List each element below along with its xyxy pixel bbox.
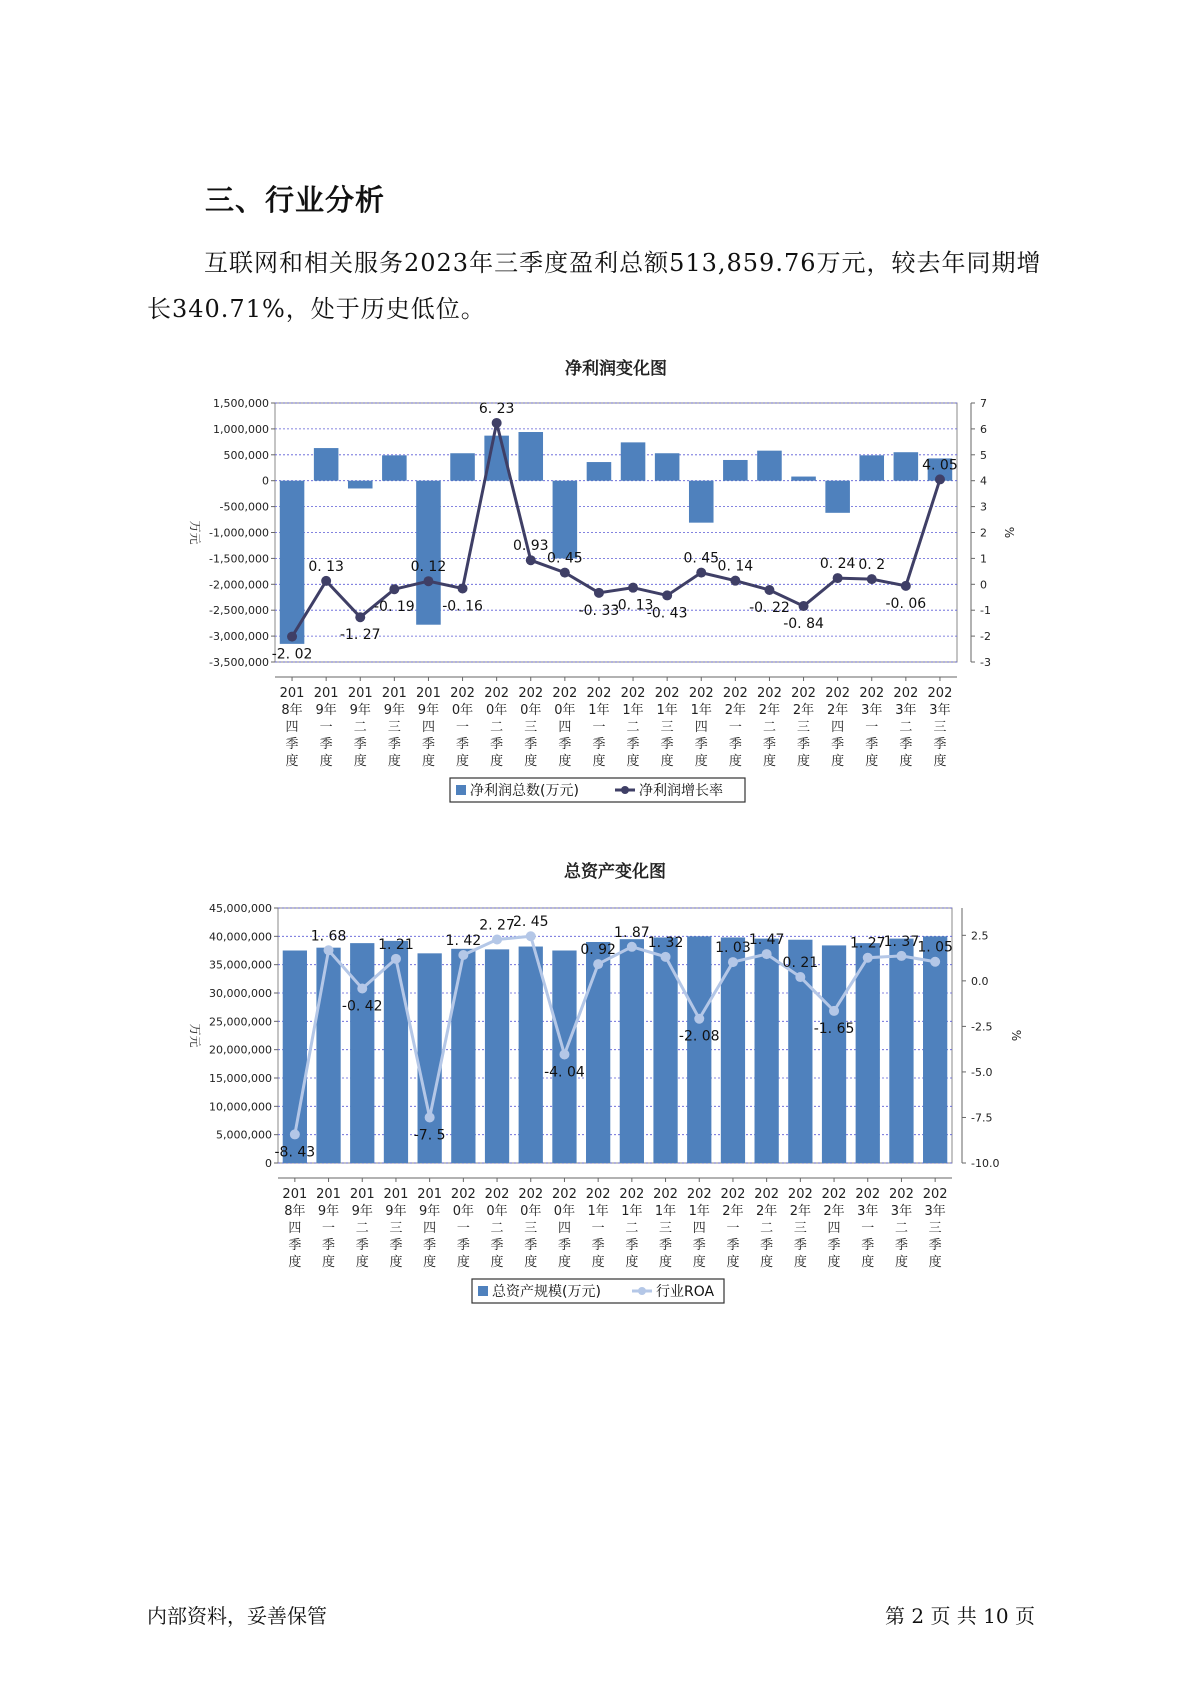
assets-category-label: 202 1年一季度	[585, 1187, 611, 1270]
assets-point	[458, 950, 468, 960]
netprofit-data-label: -0. 84	[783, 616, 824, 633]
netprofit-point	[833, 573, 843, 583]
netprofit-category-label: 202 1年四季度	[688, 686, 714, 769]
assets-point	[896, 951, 906, 961]
assets-point	[425, 1112, 435, 1122]
netprofit-point	[901, 581, 911, 591]
footer-confidential: 内部资料，妥善保管	[147, 1604, 327, 1628]
assets-data-label: -8. 43	[274, 1144, 316, 1161]
assets-category-label: 202 0年四季度	[552, 1187, 577, 1270]
assets-legend-bar-label: 总资产规模(万元)	[492, 1284, 601, 1300]
netprofit-bar	[450, 453, 475, 480]
netprofit-y2tick-label: -1	[980, 604, 991, 618]
netprofit-point	[526, 555, 536, 565]
netprofit-bar	[723, 460, 748, 481]
assets-ytick-label: 40,000,000	[209, 930, 272, 944]
assets-point	[829, 1006, 839, 1016]
assets-bar	[755, 939, 779, 1163]
assets-point	[593, 959, 603, 969]
assets-y2tick-label: 0.0	[971, 974, 989, 988]
netprofit-ytick-label: 1,500,000	[213, 397, 269, 410]
assets-data-label: 1. 68	[310, 928, 347, 945]
assets-data-label: 1. 21	[378, 936, 414, 953]
assets-bar	[485, 949, 509, 1163]
netprofit-point	[935, 474, 945, 484]
assets-bar	[451, 949, 475, 1163]
assets-category-label: 202 3年二季度	[889, 1187, 914, 1270]
netprofit-data-label: -0. 22	[749, 599, 790, 616]
netprofit-ytick-label: -2,000,000	[209, 578, 269, 592]
netprofit-legend-line-marker	[621, 786, 629, 794]
assets-category-label: 201 8年四季度	[282, 1187, 308, 1270]
netprofit-category-label: 202 0年四季度	[552, 686, 578, 769]
netprofit-point	[321, 576, 331, 586]
netprofit-data-label: -0. 13	[612, 597, 654, 614]
netprofit-category-label: 201 9年四季度	[416, 686, 441, 769]
assets-data-label: 2. 45	[512, 914, 549, 931]
netprofit-legend-bar-label: 净利润总数(万元)	[470, 783, 579, 799]
netprofit-data-label: 0. 12	[410, 559, 447, 576]
netprofit-data-label: -2. 02	[271, 646, 313, 663]
netprofit-legend-line-label: 净利润增长率	[639, 783, 723, 799]
assets-legend-line-label: 行业ROA	[656, 1284, 715, 1300]
netprofit-point	[696, 568, 706, 578]
netprofit-point	[730, 576, 740, 586]
netprofit-ytick-label: -3,000,000	[209, 630, 269, 644]
assets-category-label: 201 9年一季度	[316, 1187, 341, 1270]
netprofit-y2tick-label: 5	[980, 448, 987, 462]
netprofit-point	[287, 632, 297, 642]
assets-category-label: 201 9年三季度	[383, 1187, 409, 1270]
netprofit-point	[560, 568, 570, 578]
assets-bar	[620, 939, 644, 1163]
netprofit-data-label: 6. 23	[478, 400, 515, 417]
netprofit-category-label: 202 0年一季度	[450, 686, 475, 769]
assets-y2tick-label: -7.5	[971, 1111, 993, 1125]
netprofit-point	[458, 583, 468, 593]
assets-point	[863, 953, 873, 963]
netprofit-point	[492, 418, 502, 428]
assets-category-label: 202 3年一季度	[855, 1187, 881, 1270]
assets-data-label: 0. 92	[580, 942, 616, 959]
netprofit-ytick-label: -2,500,000	[209, 604, 269, 618]
assets-point	[795, 972, 805, 982]
assets-category-label: 201 9年二季度	[349, 1187, 375, 1270]
assets-data-label: 1. 87	[614, 924, 650, 941]
netprofit-category-label: 202 0年二季度	[484, 686, 510, 769]
assets-category-label: 202 2年四季度	[821, 1187, 847, 1270]
assets-data-label: -2. 08	[678, 1028, 720, 1045]
netprofit-data-label: -0. 06	[885, 595, 927, 612]
assets-data-label: 1. 47	[748, 932, 785, 949]
netprofit-y2tick-label: 7	[980, 397, 987, 410]
netprofit-bar	[314, 448, 339, 481]
netprofit-data-label: 0. 45	[683, 550, 720, 567]
assets-data-label: 1. 27	[849, 935, 886, 952]
netprofit-y2tick-label: 3	[980, 500, 987, 514]
assets-bar	[316, 948, 340, 1163]
assets-data-label: -7. 5	[413, 1127, 446, 1144]
assets-bar	[923, 936, 947, 1163]
netprofit-category-label: 202 3年三季度	[927, 686, 953, 769]
assets-point	[728, 957, 738, 967]
assets-bar	[586, 942, 610, 1163]
netprofit-point	[628, 583, 638, 593]
assets-y2tick-label: -10.0	[971, 1157, 1000, 1170]
assets-data-label: 1. 37	[883, 933, 920, 950]
netprofit-bar	[621, 442, 646, 480]
netprofit-y2tick-label: 1	[980, 552, 987, 566]
netprofit-y2tick-label: 4	[980, 474, 987, 488]
assets-bar	[350, 943, 374, 1163]
assets-point	[627, 942, 637, 952]
netprofit-category-label: 202 1年三季度	[654, 686, 680, 769]
netprofit-ytick-label: -3,500,000	[209, 656, 269, 669]
netprofit-data-label: -1. 27	[339, 627, 381, 644]
netprofit-category-label: 201 9年一季度	[313, 686, 339, 769]
assets-point	[492, 935, 502, 945]
assets-category-label: 202 2年二季度	[754, 1187, 780, 1270]
netprofit-bar	[587, 462, 612, 481]
total-assets-chart	[0, 855, 1191, 1315]
netprofit-category-label: 202 0年三季度	[518, 686, 544, 769]
assets-bar	[856, 943, 880, 1163]
assets-data-label: -0. 42	[341, 998, 383, 1015]
netprofit-bar	[825, 481, 850, 513]
assets-point	[357, 984, 367, 994]
netprofit-point	[423, 576, 433, 586]
netprofit-title: 净利润变化图	[565, 359, 667, 379]
assets-ytick-label: 5,000,000	[216, 1128, 272, 1142]
netprofit-category-label: 202 2年二季度	[757, 686, 782, 769]
netprofit-bar	[689, 481, 714, 523]
netprofit-ylabel: 万元	[188, 520, 202, 545]
assets-data-label: 1. 05	[917, 939, 953, 956]
total-assets-chart-svg	[0, 855, 1191, 1315]
netprofit-data-label: 0. 14	[717, 558, 754, 575]
netprofit-ytick-label: 500,000	[223, 448, 269, 462]
footer-page-number: 第 2 页 共 10 页	[885, 1604, 1035, 1628]
assets-y2tick-label: -5.0	[971, 1065, 993, 1079]
summary-paragraph: 互联网和相关服务2023年三季度盈利总额513,859.76万元，较去年同期增长340.71%，处于历史低位。	[147, 249, 1042, 323]
netprofit-category-label: 201 9年三季度	[381, 686, 407, 769]
netprofit-point	[389, 584, 399, 594]
netprofit-bar	[280, 481, 305, 644]
netprofit-ytick-label: -1,000,000	[209, 526, 269, 540]
assets-ytick-label: 15,000,000	[209, 1072, 272, 1085]
assets-bar	[519, 947, 543, 1163]
netprofit-data-label: 0. 45	[547, 550, 583, 567]
netprofit-bar	[859, 455, 884, 480]
netprofit-data-label: -0. 43	[646, 605, 688, 622]
assets-point	[391, 954, 401, 964]
assets-category-label: 202 1年二季度	[619, 1187, 645, 1270]
assets-title: 总资产变化图	[564, 862, 666, 882]
assets-ytick-label: 30,000,000	[209, 987, 272, 1000]
netprofit-data-label: 0. 24	[819, 556, 856, 573]
netprofit-bar	[894, 452, 919, 480]
netprofit-y2tick-label: -3	[980, 656, 991, 669]
assets-point	[290, 1129, 300, 1139]
assets-ytick-label: 25,000,000	[209, 1015, 272, 1029]
assets-ytick-label: 35,000,000	[209, 958, 272, 972]
assets-category-label: 202 1年三季度	[653, 1187, 678, 1270]
assets-data-label: -4. 04	[544, 1064, 585, 1081]
assets-y2tick-label: -2.5	[971, 1020, 993, 1034]
assets-point	[324, 945, 334, 955]
assets-point	[930, 957, 940, 967]
assets-bar	[687, 936, 711, 1163]
netprofit-y2tick-label: 6	[980, 422, 987, 436]
netprofit-ytick-label: 1,000,000	[213, 422, 269, 436]
netprofit-ytick-label: -500,000	[219, 500, 269, 514]
assets-bar	[721, 937, 745, 1163]
netprofit-data-label: 0. 2	[858, 557, 886, 574]
assets-data-label: -1. 65	[813, 1020, 855, 1037]
netprofit-y2tick-label: 0	[980, 578, 987, 592]
netprofit-category-label: 202 2年三季度	[791, 686, 816, 769]
assets-data-label: 1. 42	[445, 932, 482, 949]
netprofit-legend-bar-swatch	[456, 785, 466, 795]
net-profit-chart-svg	[0, 355, 1191, 815]
assets-category-label: 201 9年四季度	[417, 1187, 443, 1270]
netprofit-data-label: -0. 16	[442, 598, 483, 615]
assets-bar	[384, 941, 408, 1163]
assets-data-label: 0. 21	[782, 955, 819, 972]
assets-bar	[889, 939, 913, 1163]
assets-data-label: 1. 03	[715, 940, 751, 957]
netprofit-data-label: -0. 19	[374, 599, 415, 616]
assets-point	[694, 1014, 704, 1024]
netprofit-point	[662, 590, 672, 600]
netprofit-category-label: 202 2年四季度	[825, 686, 851, 769]
netprofit-data-label: 0. 13	[308, 558, 344, 575]
netprofit-point	[594, 588, 604, 598]
netprofit-bar	[757, 451, 782, 481]
netprofit-ytick-label: -1,500,000	[209, 552, 269, 566]
netprofit-bar	[553, 481, 578, 559]
assets-bar	[822, 945, 846, 1163]
assets-category-label: 202 0年三季度	[518, 1187, 544, 1270]
assets-y2tick-label: 2.5	[971, 929, 989, 943]
netprofit-point	[799, 601, 809, 611]
netprofit-category-label: 202 2年一季度	[722, 686, 748, 769]
netprofit-bar	[348, 481, 373, 489]
assets-data-label: 1. 32	[647, 934, 684, 951]
netprofit-bar	[382, 455, 407, 480]
net-profit-chart	[0, 355, 1191, 815]
netprofit-category-label: 202 3年二季度	[893, 686, 919, 769]
assets-point	[526, 931, 536, 941]
assets-point	[559, 1049, 569, 1059]
assets-category-label: 202 0年二季度	[484, 1187, 510, 1270]
netprofit-ytick-label: 0	[262, 474, 269, 488]
assets-point	[661, 952, 671, 962]
netprofit-bar	[416, 481, 441, 625]
netprofit-bar	[518, 432, 543, 481]
assets-category-label: 202 0年一季度	[450, 1187, 476, 1270]
assets-category-label: 202 2年一季度	[720, 1187, 746, 1270]
netprofit-category-label: 202 1年一季度	[586, 686, 612, 769]
netprofit-bar	[655, 453, 680, 480]
assets-category-label: 202 2年三季度	[787, 1187, 813, 1270]
assets-legend-line-marker	[638, 1287, 646, 1295]
netprofit-data-label: 4. 05	[922, 457, 958, 474]
netprofit-category-label: 201 8年四季度	[279, 686, 305, 769]
assets-category-label: 202 3年三季度	[922, 1187, 948, 1270]
assets-ylabel: 万元	[188, 1023, 202, 1048]
assets-y2label: %	[1009, 1029, 1023, 1042]
assets-point	[762, 949, 772, 959]
netprofit-y2tick-label: -2	[980, 630, 991, 644]
netprofit-category-label: 202 1年二季度	[620, 686, 646, 769]
netprofit-bar	[791, 477, 816, 481]
netprofit-y2tick-label: 2	[980, 526, 987, 540]
assets-ytick-label: 20,000,000	[209, 1043, 272, 1057]
assets-data-label: 2. 27	[479, 917, 515, 934]
netprofit-point	[867, 574, 877, 584]
netprofit-point	[764, 585, 774, 595]
assets-ytick-label: 10,000,000	[209, 1100, 272, 1114]
netprofit-category-label: 201 9年二季度	[347, 686, 373, 769]
assets-ytick-label: 0	[265, 1157, 272, 1170]
netprofit-data-label: 0. 93	[512, 538, 549, 555]
netprofit-data-label: -0. 33	[578, 602, 620, 619]
netprofit-y2label: %	[1002, 526, 1016, 539]
netprofit-category-label: 202 3年一季度	[859, 686, 885, 769]
assets-legend-bar-swatch	[478, 1286, 488, 1296]
netprofit-point	[355, 612, 365, 622]
assets-ytick-label: 45,000,000	[209, 902, 272, 915]
section-heading: 三、行业分析	[205, 183, 386, 217]
assets-category-label: 202 1年四季度	[686, 1187, 712, 1270]
